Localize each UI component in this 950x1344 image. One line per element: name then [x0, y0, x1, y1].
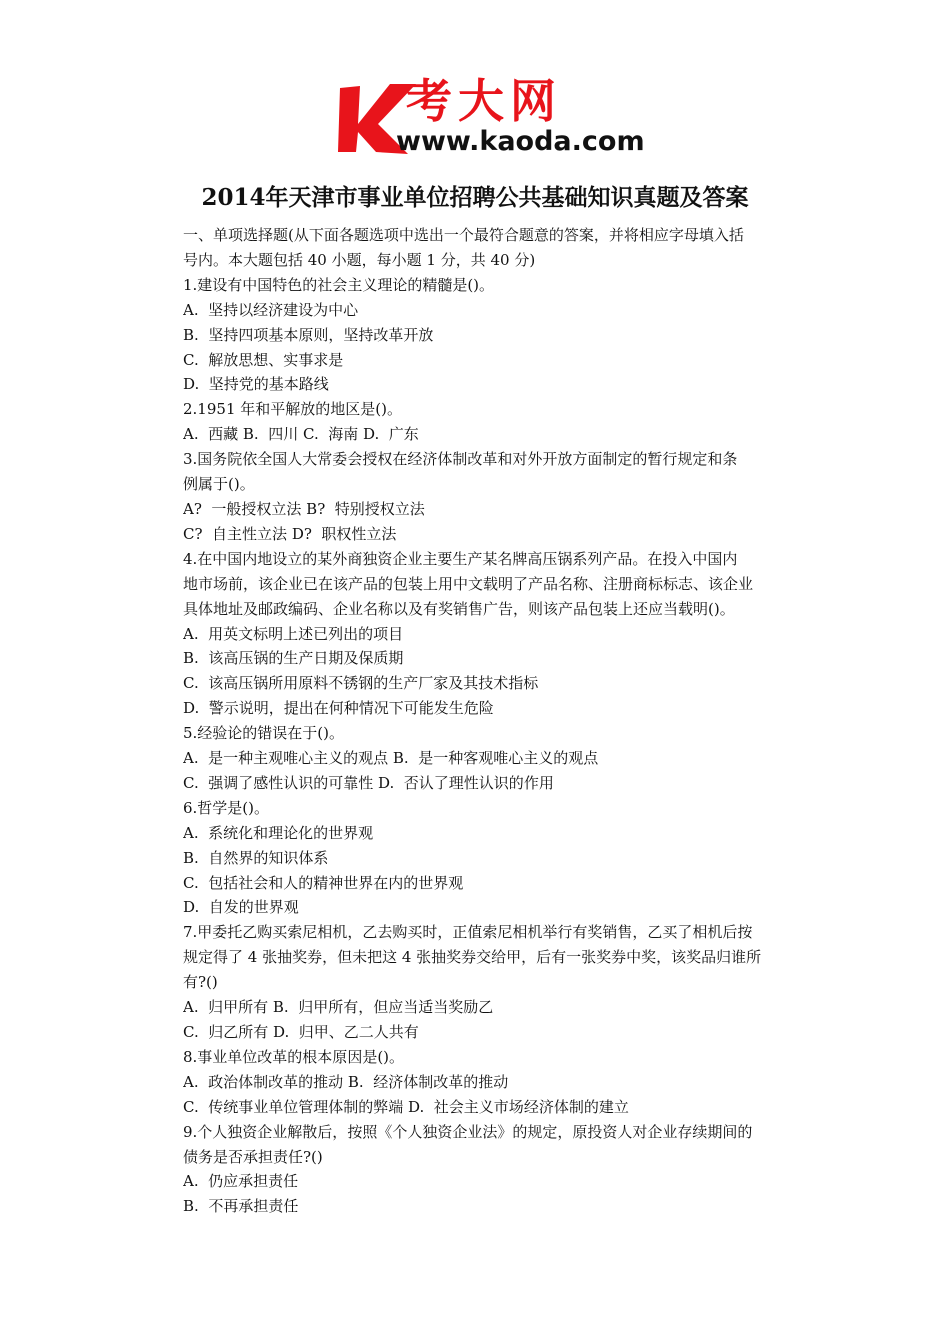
text-line: A? 一般授权立法 B? 特别授权立法: [183, 499, 425, 518]
text-line: C. 强调了感性认识的可靠性 D. 否认了理性认识的作用: [183, 773, 554, 792]
logo-url-text: www.kaoda.com: [396, 126, 645, 157]
text-line: C. 传统事业单位管理体制的弊端 D. 社会主义市场经济体制的建立: [183, 1097, 629, 1116]
text-line: C. 归乙所有 D. 归甲、乙二人共有: [183, 1023, 419, 1041]
text-line: A. 归甲所有 B. 归甲所有，但应当适当奖励乙: [183, 998, 494, 1017]
text-line: 3.国务院依全国人大常委会授权在经济体制改革和对外开放方面制定的暂行规定和条: [183, 450, 738, 469]
text-line: 1.建设有中国特色的社会主义理论的精髓是()。: [183, 275, 495, 294]
logo-chinese-text: 考大网: [406, 74, 562, 128]
text-line: A. 政治体制改革的推动 B. 经济体制改革的推动: [183, 1072, 509, 1091]
text-line: A. 仍应承担责任: [183, 1172, 299, 1191]
text-line: D. 自发的世界观: [183, 898, 299, 917]
text-line: 地市场前，该企业已在该产品的包装上用中文载明了产品名称、注册商标标志、该企业: [183, 574, 754, 593]
text-line: B. 自然界的知识体系: [183, 848, 329, 867]
text-line: B. 该高压锅的生产日期及保质期: [183, 649, 404, 668]
text-line: A. 用英文标明上述已列出的项目: [183, 624, 404, 643]
text-line: C? 自主性立法 D? 职权性立法: [183, 524, 397, 543]
text-line: A. 西藏 B. 四川 C. 海南 D. 广东: [183, 425, 419, 444]
kaoda-logo: [336, 74, 656, 160]
text-line: A. 系统化和理论化的世界观: [183, 823, 374, 842]
text-line: 7.甲委托乙购买索尼相机，乙去购买时，正值索尼相机举行有奖销售，乙买了相机后按: [183, 923, 753, 942]
text-line: A. 是一种主观唯心主义的观点 B. 是一种客观唯心主义的观点: [183, 749, 599, 768]
text-line: 例属于()。: [183, 475, 255, 494]
text-line: 5.经验论的错误在于()。: [183, 724, 345, 743]
document-title: 2014年天津市事业单位招聘公共基础知识真题及答案: [201, 184, 749, 211]
text-line: 具体地址及邮政编码、企业名称以及有奖销售广告，则该产品包装上还应当载明()。: [183, 599, 735, 618]
text-line: 2.1951 年和平解放的地区是()。: [183, 400, 402, 419]
text-line: B. 坚持四项基本原则，坚持改革开放: [183, 325, 434, 344]
document-body: [183, 223, 813, 1219]
text-line: 有?(): [183, 973, 218, 992]
text-line: D. 警示说明，提出在何种情况下可能发生危险: [183, 699, 494, 718]
text-line: B. 不再承担责任: [183, 1197, 299, 1216]
text-line: 号内。本大题包括 40 小题，每小题 1 分，共 40 分): [183, 250, 536, 269]
text-line: 债务是否承担责任?(): [183, 1147, 323, 1166]
text-line: A. 坚持以经济建设为中心: [183, 300, 359, 319]
text-line: C. 解放思想、实事求是: [183, 350, 344, 369]
text-line: D. 坚持党的基本路线: [183, 375, 329, 394]
text-line: 6.哲学是()。: [183, 798, 270, 817]
text-line: 8.事业单位改革的根本原因是()。: [183, 1047, 405, 1066]
text-line: 一、单项选择题(从下面各题选项中选出一个最符合题意的答案，并将相应字母填入括: [183, 226, 744, 244]
text-line: 9.个人独资企业解散后，按照《个人独资企业法》的规定，原投资人对企业存续期间的: [183, 1122, 753, 1141]
text-line: 4.在中国内地设立的某外商独资企业主要生产某名牌高压锅系列产品。在投入中国内: [183, 549, 738, 568]
text-line: 规定得了 4 张抽奖券，但未把这 4 张抽奖券交给甲，后有一张奖券中奖，该奖品归谁所: [183, 948, 762, 967]
text-line: C. 包括社会和人的精神世界在内的世界观: [183, 873, 464, 892]
text-line: C. 该高压锅所用原料不锈钢的生产厂家及其技术指标: [183, 674, 539, 693]
